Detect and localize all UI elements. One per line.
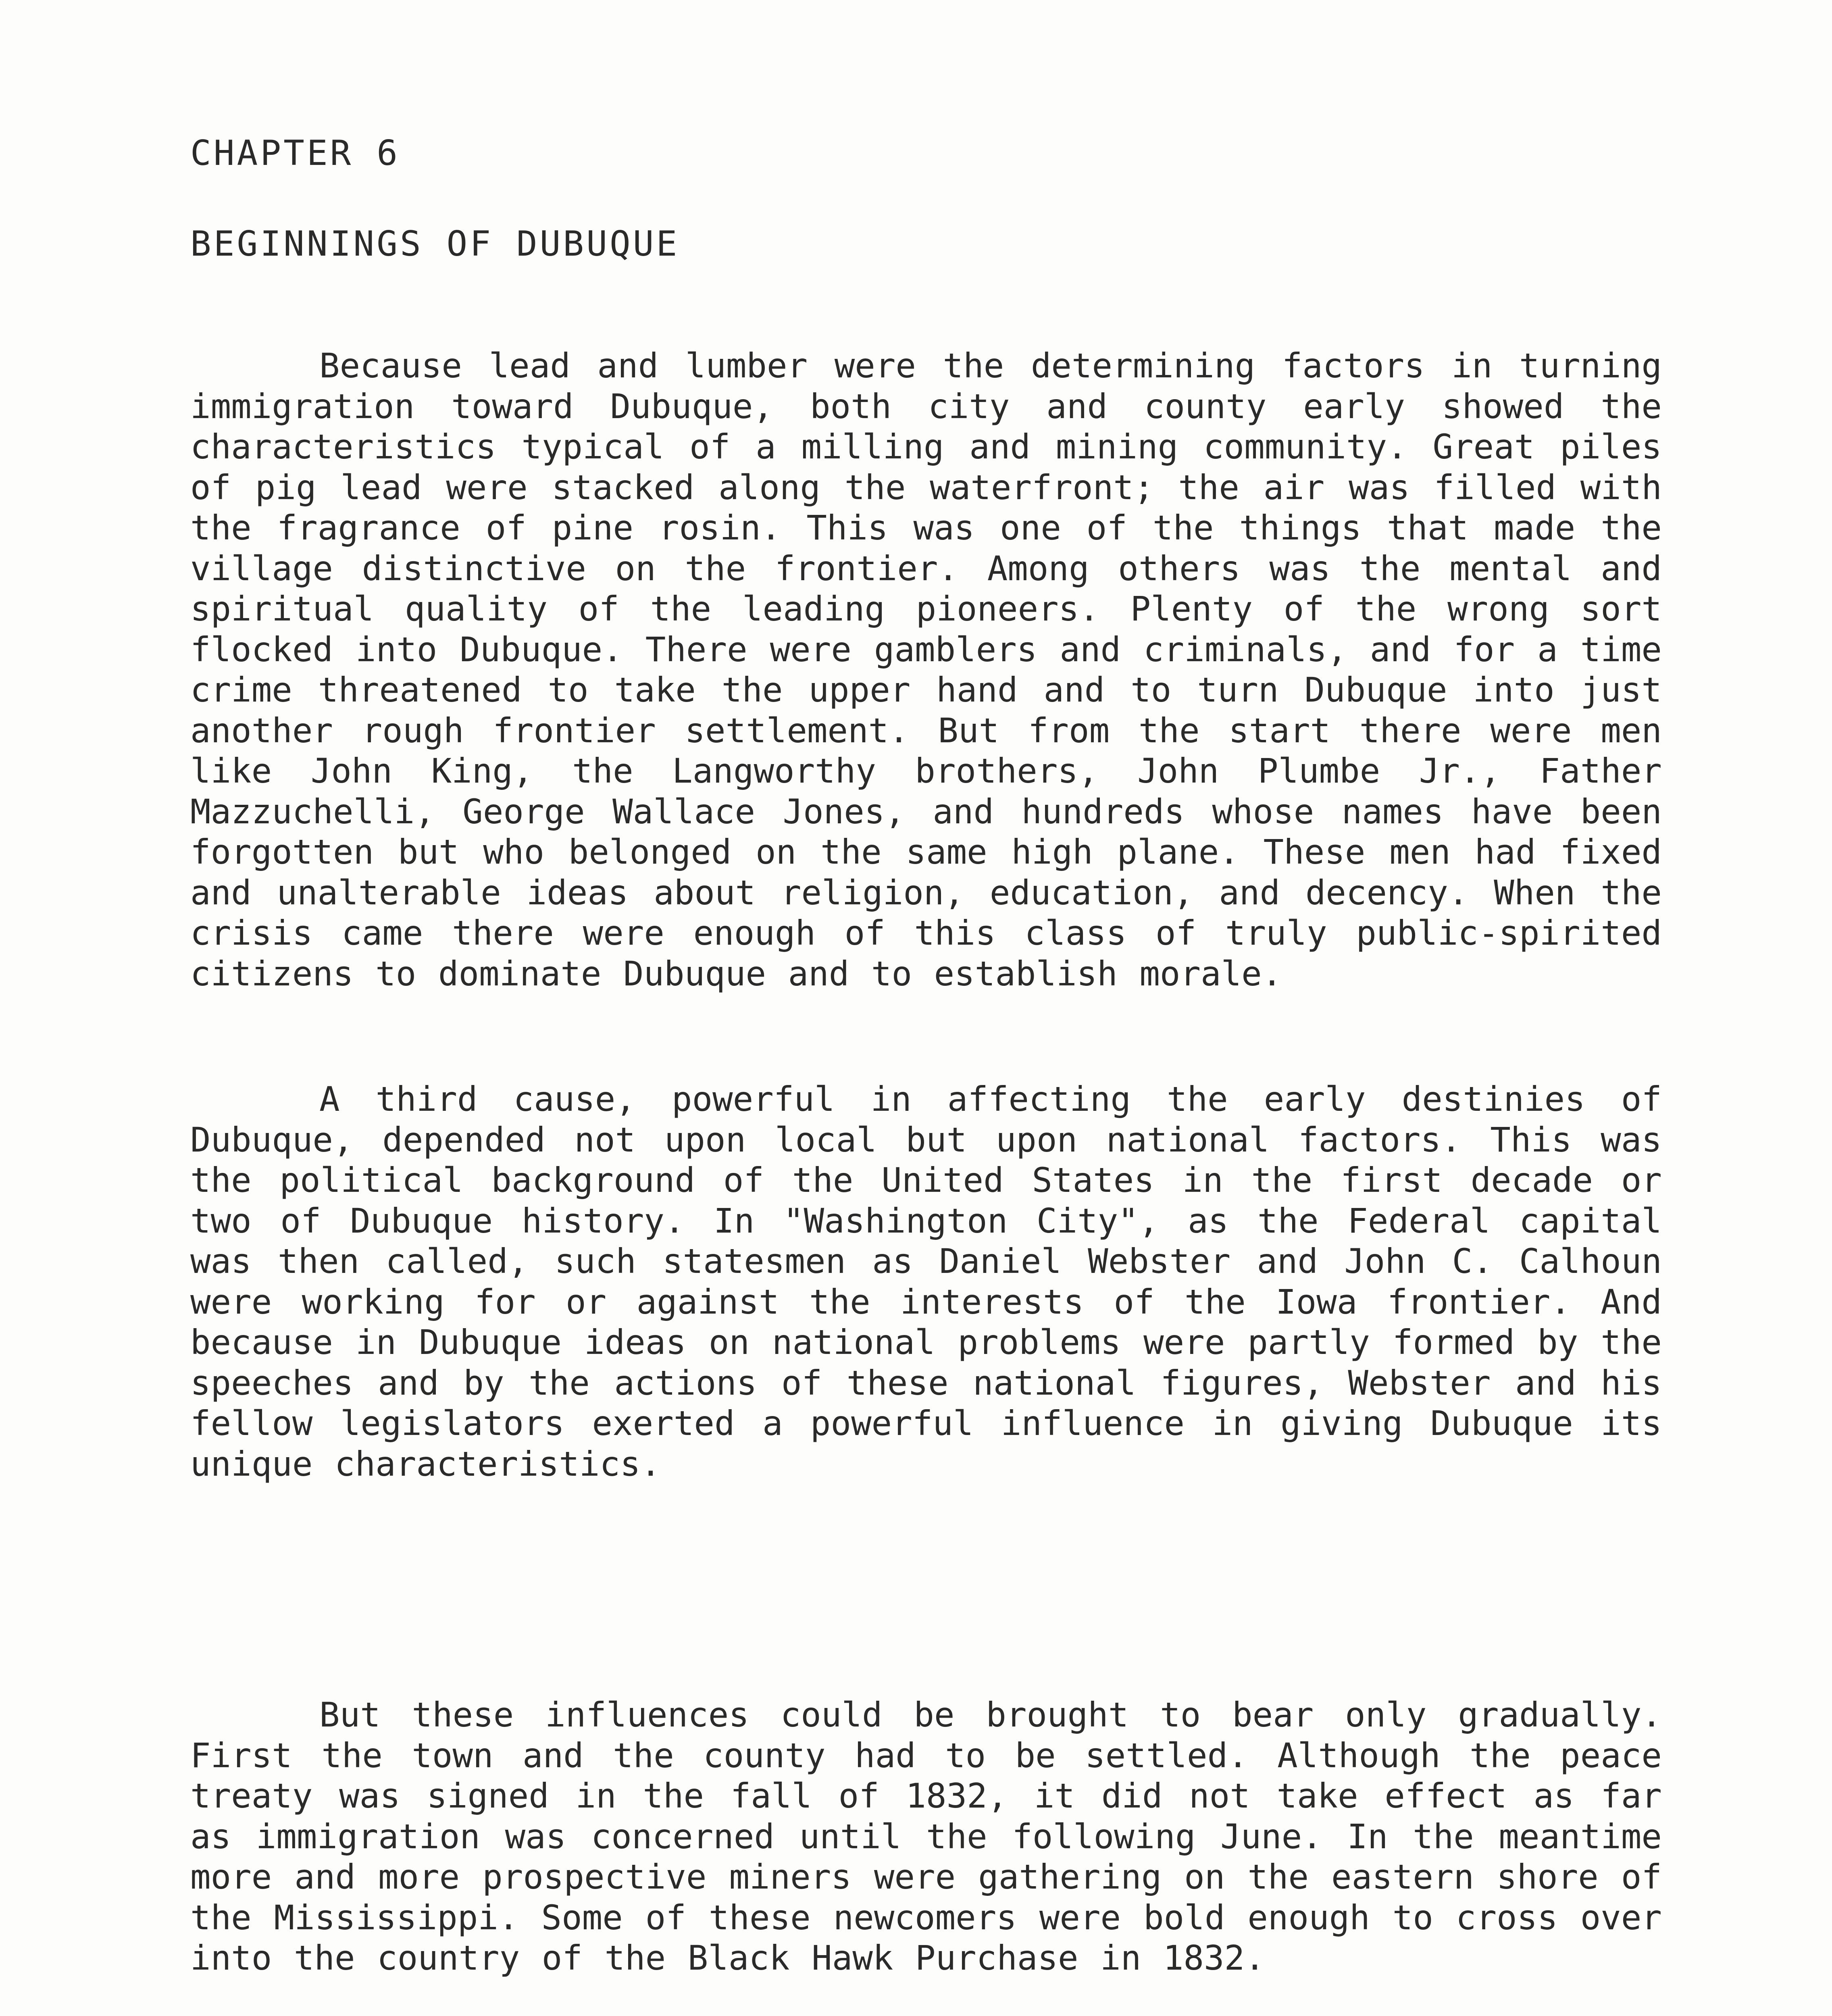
paragraph-3: [190, 1695, 1662, 1979]
paragraph-1: [190, 346, 1662, 994]
paragraph-2-text: A third cause, powerful in affecting the early destinies of Dubuque, depended not upon local but upon national factors. This was the political background of the United States in the first decade or two of Dubuque history. In "Washington City", as the Federal capital was then called, such statesmen as Daniel Webster and John C. Calhoun were working for or against the interests of the Iowa frontier. And because in Dubuque ideas on national problems were partly formed by the speeches and by the actions of these national figures, Webster and his fellow legislators exerted a powerful influence in giving Dubuque its unique characteristics.: [190, 1079, 1662, 1484]
paragraph-2: [190, 1079, 1662, 1484]
chapter-heading: BEGINNINGS OF DUBUQUE: [190, 224, 680, 264]
paragraph-3-text: But these influences could be brought to bear only gradually. First the town and the county had to be settled. Although the peace treaty was signed in the fall of 1832, it did not take effect as far as immigration was concerned until the following June. In the meantime more and more prospective miners were gathering on the eastern shore of the Mississippi. Some of these newcomers were bold enough to cross over into the country of the Black Hawk Purchase in 1832.: [190, 1695, 1662, 1978]
chapter-label: CHAPTER 6: [190, 133, 400, 173]
paragraph-1-text: Because lead and lumber were the determining factors in turning immigration toward Dubuque, both city and county early showed the characteristics typical of a milling and mining community. Great piles of pig lead were stacked along the waterfront; the air was filled with the fragrance of pine rosin. This was one of the things that made the village distinctive on the frontier. Among others was the mental and spiritual quality of the leading pioneers. Plenty of the wrong sort flocked into Dubuque. There were gamblers and criminals, and for a time crime threatened to take the upper hand and to turn Dubuque into just another rough frontier settlement. But from the start there were men like John King, the Langworthy brothers, John Plumbe Jr., Father Mazzuchelli, George Wallace Jones, and hundreds whose names have been forgotten but who belonged on the same high plane. These men had fixed and unalterable ideas about religion, education, and decency. When the crisis came there were enough of this class of truly public-spirited citizens to dominate Dubuque and to establish morale.: [190, 346, 1662, 993]
